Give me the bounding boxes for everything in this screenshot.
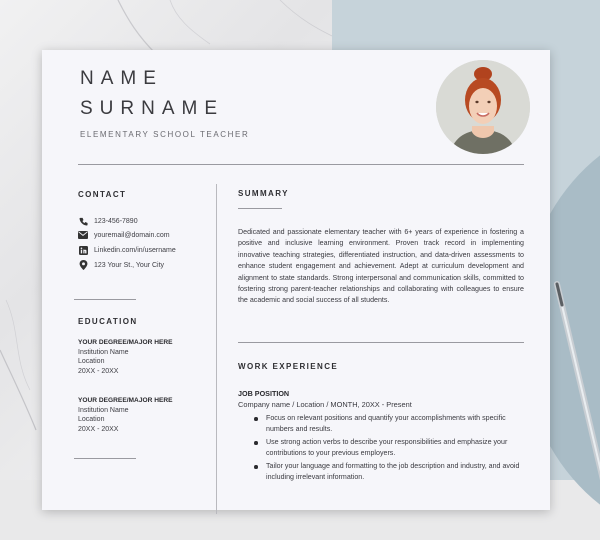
first-name: NAME — [80, 68, 163, 89]
education-heading: EDUCATION — [78, 317, 138, 326]
education-location: Location — [78, 358, 105, 366]
list-item: Use strong action verbs to describe your responsibilities and emphasize your contributions to your previous employers. — [252, 437, 528, 459]
contact-address: 123 Your St., Your City — [94, 261, 165, 269]
job-title: ELEMENTARY SCHOOL TEACHER — [80, 130, 250, 139]
education-dates: 20XX - 20XX — [78, 367, 119, 375]
list-item: Focus on relevant positions and quantify your accomplishments with specific numbers and results. — [252, 413, 528, 435]
last-name: SURNAME — [80, 98, 225, 119]
job-company-line: Company name / Location / MONTH, 20XX - Present — [238, 400, 412, 409]
job-position: JOB POSITION — [238, 389, 290, 398]
contact-email[interactable]: youremail@domain.com — [94, 231, 170, 239]
education-degree: YOUR DEGREE/MAJOR HERE — [78, 339, 173, 346]
education-institution: Institution Name — [78, 348, 129, 356]
contact-linkedin[interactable]: Linkedin.com/in/username — [94, 246, 176, 254]
list-item: Tailor your language and formatting to the job description and industry, and avoid including irrelevant information. — [252, 461, 528, 483]
education-degree: YOUR DEGREE/MAJOR HERE — [78, 397, 173, 404]
contact-heading: CONTACT — [78, 190, 127, 199]
education-dates: 20XX - 20XX — [78, 425, 119, 433]
contact-phone: 123-456-7890 — [94, 217, 138, 225]
summary-heading: SUMMARY — [238, 189, 289, 198]
education-institution: Institution Name — [78, 406, 129, 414]
experience-heading: WORK EXPERIENCE — [238, 362, 339, 371]
summary-text: Dedicated and passionate elementary teacher with 6+ years of experience in fostering a positive and inclusive learning environment. Proven track record in implementing innovative teaching strategies, differentiated instruction, and data-driven assessments to enhance student engagement and achievement. Adept at curriculum development and alignment to state standards. Strong interpersonal and communication skills, committed to fostering strong parent-teacher relationships and collaborating with colleagues to ensure the academic and social success of all students. — [238, 228, 524, 305]
education-location: Location — [78, 416, 105, 424]
